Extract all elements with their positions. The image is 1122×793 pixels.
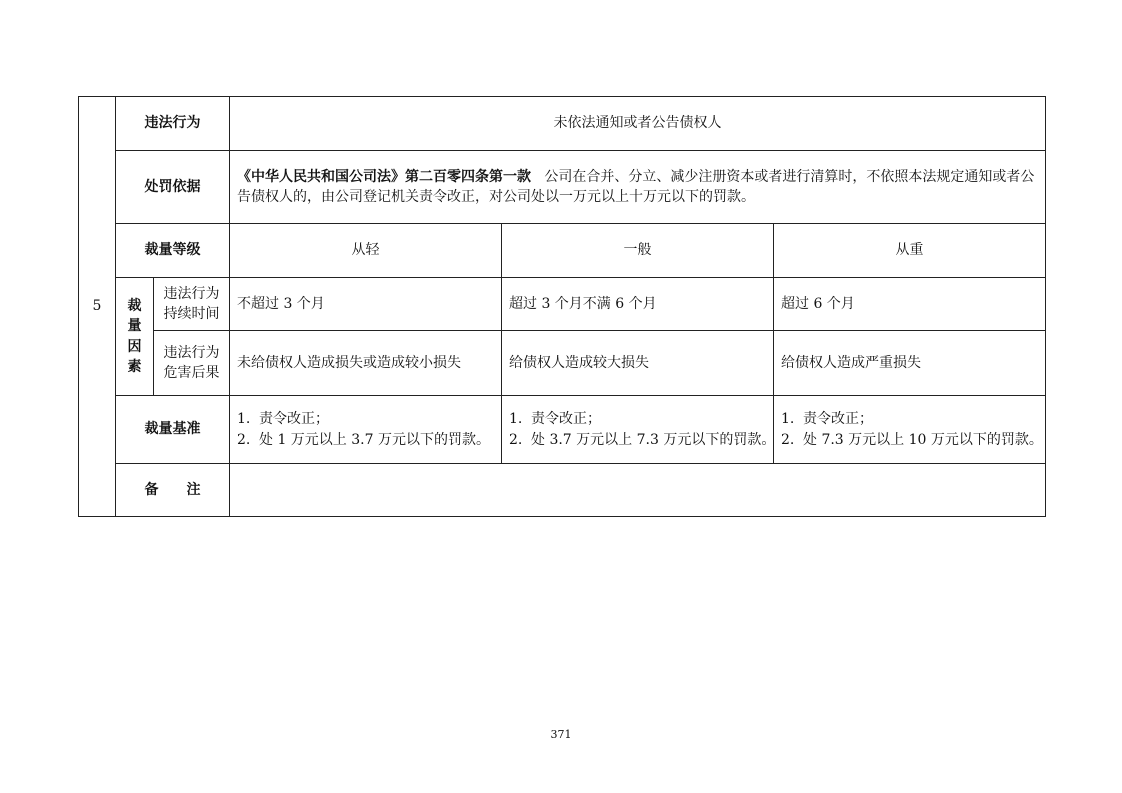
level-row: [79, 224, 1046, 278]
violation-row: [79, 97, 1046, 151]
standard-item: [781, 409, 1038, 429]
factor-harm-general: 给债权人造成较大损失: [502, 331, 774, 396]
factor-harm-heavy: 给债权人造成严重损失: [774, 331, 1046, 396]
standard-item-number: 2.: [509, 431, 523, 448]
level-label: 裁量等级: [116, 224, 230, 278]
sequence-number: 5: [79, 97, 116, 517]
standard-light: [230, 396, 502, 464]
factor-harm-label: [154, 331, 230, 396]
factor-group-char: 量: [127, 318, 142, 335]
standard-item-text: 责令改正；: [531, 411, 601, 428]
factor-duration-general: 超过 3 个月不满 6 个月: [502, 278, 774, 331]
standard-general: [502, 396, 774, 464]
standard-item: [781, 430, 1043, 450]
violation-label: 违法行为: [116, 97, 230, 151]
factor-duration-label: [154, 278, 230, 331]
standard-heavy: [774, 396, 1046, 464]
basis-label: 处罚依据: [116, 151, 230, 224]
basis-content: [230, 151, 1046, 224]
factor-group-char: 因: [127, 338, 142, 355]
standard-item-number: 2.: [237, 431, 251, 448]
basis-text: 公司在合并、分立、减少注册资本或者进行清算时，不依照本法规定通知或者公告债权人的，由公司登记机关责令改正，对公司处以一万元以上十万元以下的罚款。: [237, 168, 1035, 205]
factor-harm-light: 未给债权人造成损失或造成较小损失: [230, 331, 502, 396]
factor-row-harm: [79, 331, 1046, 396]
factor-duration-heavy: 超过 6 个月: [774, 278, 1046, 331]
standard-item-number: 1.: [781, 411, 795, 428]
page-number: 371: [550, 728, 572, 741]
standard-item-text: 处 7.3 万元以上 10 万元以下的罚款。: [803, 431, 1043, 448]
violation-value: 未依法通知或者公告债权人: [230, 97, 1046, 151]
level-general: 一般: [502, 224, 774, 278]
level-heavy: 从重: [774, 224, 1046, 278]
standard-item-text: 责令改正；: [803, 411, 873, 428]
factor-label-line: 违法行为: [163, 344, 220, 361]
factor-label-line: 持续时间: [163, 306, 220, 322]
standard-item-text: 处 1 万元以上 3.7 万元以下的罚款。: [259, 431, 490, 448]
factor-label-line: 危害后果: [163, 365, 220, 381]
remarks-row: [79, 464, 1046, 517]
standard-item-text: 处 3.7 万元以上 7.3 万元以下的罚款。: [531, 431, 776, 448]
factor-group-char: 素: [127, 358, 142, 375]
factor-label-line: 违法行为: [163, 285, 220, 302]
standard-item-number: 1.: [509, 411, 523, 428]
factor-row-duration: [79, 278, 1046, 331]
remarks-label: 备 注: [116, 464, 230, 517]
standard-item-number: 1.: [237, 411, 251, 428]
standard-item: [237, 409, 494, 429]
standard-item: [509, 409, 766, 429]
standard-item-number: 2.: [781, 431, 795, 448]
standard-item: [237, 430, 494, 450]
standard-item: [509, 430, 776, 450]
factor-group-char: 裁: [127, 297, 142, 314]
remarks-value: [230, 464, 1046, 517]
basis-law-name: 《中华人民共和国公司法》第二百零四条第一款: [237, 168, 531, 185]
factor-duration-light: 不超过 3 个月: [230, 278, 502, 331]
standard-row: [79, 396, 1046, 464]
standard-label: 裁量基准: [116, 396, 230, 464]
level-light: 从轻: [230, 224, 502, 278]
factor-group-label: [116, 278, 154, 396]
standard-item-text: 责令改正；: [259, 411, 329, 428]
penalty-standard-table: [78, 96, 1046, 517]
basis-row: [79, 151, 1046, 224]
